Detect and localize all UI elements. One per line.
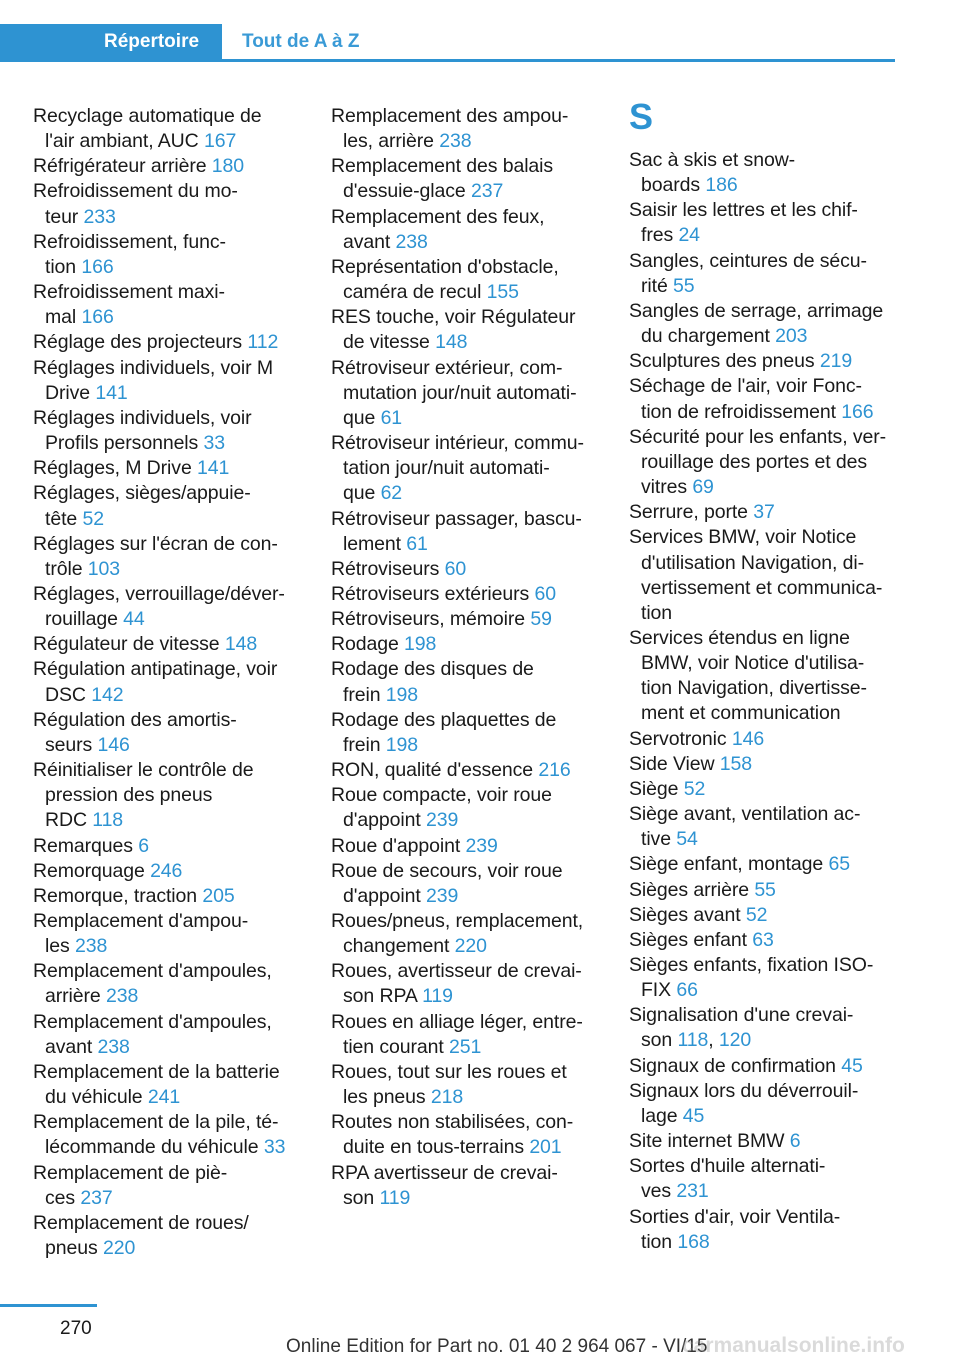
page-link[interactable]: 6 (789, 1130, 801, 1153)
index-entry (629, 878, 909, 903)
entry-text: Remplacement des feux, (331, 205, 545, 228)
page-link[interactable]: 120 (718, 1029, 752, 1052)
entry-text: arrière (45, 985, 106, 1008)
page-link[interactable]: 167 (203, 130, 237, 153)
entry-text: rouillage (45, 608, 124, 631)
page-link[interactable]: 166 (841, 400, 874, 423)
index-entry (629, 299, 909, 349)
entry-text: Rétroviseur passager, bascu- (331, 507, 582, 530)
page-link[interactable]: 238 (97, 1035, 130, 1058)
index-entry (33, 959, 303, 1009)
index-entry (33, 406, 303, 456)
entry-text: Remplacement de la pile, té- (33, 1111, 279, 1134)
entry-text: vitres (641, 476, 693, 499)
entry-text: Réinitialiser le contrôle de (33, 759, 254, 782)
index-entry (629, 1129, 909, 1154)
index-entry (331, 1110, 606, 1160)
entry-text: RDC (45, 809, 93, 832)
entry-text: Signalisation d'une crevai- (629, 1004, 854, 1027)
entry-text: tion (45, 255, 82, 278)
entry-text: RON, qualité d'essence (331, 759, 539, 782)
entry-text: Séchage de l'air, voir Fonc- (629, 375, 862, 398)
entry-text: Réglage des projecteurs (33, 331, 248, 354)
page-link[interactable]: 220 (454, 935, 487, 958)
entry-text: mal (45, 306, 82, 329)
index-entry: Signalisation d'une crevai- son 118, 120 (629, 1004, 854, 1052)
index-entry (331, 582, 606, 607)
page-link[interactable]: 61 (406, 532, 428, 555)
entry-text: Refroidissement du mo- (33, 180, 238, 203)
entry-text: rouillage des portes et des (641, 450, 868, 473)
page-link[interactable]: 141 (95, 381, 128, 404)
page-link[interactable]: 146 (731, 727, 765, 750)
index-entry (331, 959, 606, 1009)
entry-text: Sièges enfant (629, 928, 753, 951)
index-entry (629, 903, 909, 928)
entry-text: Services BMW, voir Notice (629, 526, 857, 549)
index-entry (331, 205, 606, 255)
entry-text: caméra de recul (343, 281, 487, 304)
index-entry (33, 632, 303, 657)
index-entry (629, 198, 909, 248)
page-number: 270 (60, 1318, 92, 1339)
page-link[interactable]: 239 (465, 834, 498, 857)
entry-text: l'air ambiant, AUC (45, 130, 204, 153)
entry-text: Roue de secours, voir roue (331, 859, 563, 882)
index-entry (331, 356, 606, 431)
entry-text: Réglages individuels, voir M (33, 356, 273, 379)
page-link[interactable]: 233 (83, 205, 116, 228)
entry-text: Signaux de confirmation (629, 1054, 842, 1077)
entry-text: Réglages sur l'écran de con- (33, 532, 278, 555)
index-entry (33, 1161, 303, 1211)
index-entry (629, 148, 909, 198)
entry-text: pneus (45, 1237, 103, 1260)
index-entry (629, 852, 909, 877)
entry-text: Sorties d'air, voir Ventila- (629, 1205, 841, 1228)
entry-text: tation jour/nuit automati- (343, 457, 550, 480)
index-entry (629, 1205, 909, 1255)
entry-text: avant (343, 230, 396, 253)
entry-text: Réglages, verrouillage/déver- (33, 582, 285, 605)
page-link[interactable]: 238 (395, 230, 428, 253)
page-link[interactable]: 118 (92, 809, 124, 832)
index-entry (331, 557, 606, 582)
entry-text: d'utilisation Navigation, di- (641, 551, 865, 574)
entry-text: Remplacement des ampou- (331, 105, 569, 127)
entry-text: Rétroviseur intérieur, commu- (331, 432, 584, 455)
entry-text: trôle (45, 557, 88, 580)
index-entry (331, 1010, 606, 1060)
index-entry (629, 349, 909, 374)
page-link[interactable]: 103 (87, 557, 121, 580)
entry-text: son RPA (343, 985, 423, 1008)
entry-text: Rodage des disques de (331, 658, 534, 681)
entry-text: frein (343, 733, 386, 756)
entry-text: lement (343, 532, 407, 555)
page-link[interactable]: 158 (719, 752, 753, 775)
entry-text: BMW, voir Notice d'utilisa- (641, 652, 865, 675)
entry-text: Remplacement de roues/ (33, 1211, 249, 1234)
index-entry (629, 525, 909, 626)
entry-text: FIX (641, 979, 677, 1002)
entry-text: Serrure, porte (629, 501, 754, 524)
index-entry (33, 1010, 303, 1060)
index-entry (33, 230, 303, 280)
entry-text: Roues/pneus, remplacement, (331, 910, 584, 932)
page-link[interactable]: 219 (819, 350, 853, 373)
entry-text: DSC (45, 683, 92, 706)
entry-text: Sculptures des pneus (629, 350, 820, 373)
entry-text: Sièges arrière (629, 878, 755, 901)
entry-text: lage (641, 1104, 683, 1127)
page-link[interactable]: 155 (486, 281, 519, 304)
index-entry (629, 374, 909, 424)
entry-text: tien courant (343, 1035, 450, 1058)
entry-text: Remplacement de piè- (33, 1161, 228, 1184)
entry-text: Rodage (331, 633, 405, 656)
entry-text: frein (343, 683, 386, 706)
page-link[interactable]: 119 (379, 1186, 411, 1209)
entry-text: Remplacement des balais (331, 155, 554, 178)
entry-text: que (343, 406, 381, 429)
page-link[interactable]: 6 (138, 834, 149, 857)
entry-text: Roues en alliage léger, entre- (331, 1010, 583, 1033)
index-entry (331, 507, 606, 557)
entry-text: changement (343, 935, 455, 958)
index-entry (629, 1154, 909, 1204)
index-entry (629, 1054, 909, 1079)
index-entry (629, 1079, 909, 1129)
index-entry (33, 708, 303, 758)
watermark: carmanualsonline.info (682, 1334, 905, 1357)
footer-rule (0, 1304, 97, 1307)
entry-text: Services étendus en ligne (629, 626, 850, 649)
entry-text: Remorque, traction (33, 884, 203, 907)
page-link[interactable]: 52 (82, 507, 104, 530)
page-link[interactable]: 168 (677, 1230, 710, 1253)
index-entry (629, 626, 909, 727)
page-link[interactable]: 59 (530, 608, 552, 631)
page-link[interactable]: 52 (683, 777, 706, 800)
page-link[interactable]: 24 (678, 224, 700, 247)
page-link[interactable]: 238 (74, 935, 108, 958)
index-entry (33, 582, 303, 632)
entry-text: Réglages, sièges/appuie- (33, 482, 251, 505)
page-link[interactable]: 251 (449, 1035, 482, 1058)
index-entry (331, 859, 606, 909)
index-column-1 (33, 104, 303, 1261)
entry-text: Régulation antipatinage, voir (33, 658, 278, 681)
page-link[interactable]: 112 (247, 331, 279, 354)
index-entry (331, 305, 606, 355)
entry-text: fres (641, 224, 679, 247)
entry-text: mutation jour/nuit automati- (343, 381, 577, 404)
entry-text: les (45, 935, 75, 958)
page-link[interactable]: 239 (425, 884, 459, 907)
index-entry (331, 607, 606, 632)
page-link[interactable]: 55 (754, 878, 776, 901)
page-link[interactable]: 45 (841, 1054, 863, 1077)
entry-text: Roue d'appoint (331, 834, 466, 857)
entry-text: rité (641, 274, 674, 297)
page-link[interactable]: 44 (123, 608, 145, 631)
tab-repertoire[interactable]: Répertoire (0, 24, 222, 59)
entry-text: Remorquage (33, 859, 151, 882)
index-entry (331, 1161, 606, 1211)
entry-text: Représentation d'obstacle, (331, 255, 559, 278)
tab-tout-de-a-a-z[interactable]: Tout de A à Z (242, 31, 360, 52)
page-link[interactable]: 166 (81, 255, 114, 278)
page-link[interactable]: 60 (444, 557, 467, 580)
index-entry (33, 834, 303, 859)
index-column-3 (629, 96, 909, 1255)
entry-text: Sécurité pour les enfants, ver- (629, 425, 887, 448)
entry-text: Refroidissement, func- (33, 230, 226, 253)
page-link[interactable]: 146 (97, 733, 130, 756)
entry-text: lécommande du véhicule (45, 1136, 264, 1159)
page-link[interactable]: 241 (147, 1086, 181, 1109)
page-link[interactable]: 33 (203, 432, 226, 455)
entry-text: Rétroviseurs (331, 557, 445, 580)
entry-text: pression des pneus (45, 784, 213, 807)
page-link[interactable]: 52 (745, 903, 768, 926)
page-link[interactable]: 198 (404, 633, 437, 656)
entry-text: Siège avant, ventilation ac- (629, 803, 861, 826)
index-entry (33, 758, 303, 833)
entry-text: Profils personnels (45, 432, 204, 455)
index-entry (629, 777, 909, 802)
index-entry (33, 179, 303, 229)
entry-text: Rétroviseur extérieur, com- (331, 356, 563, 379)
index-entry (33, 456, 303, 481)
page-link[interactable]: 142 (91, 683, 124, 706)
page-link[interactable]: 231 (676, 1180, 709, 1203)
entry-text: Servotronic (629, 727, 732, 750)
index-column-2 (331, 104, 606, 1211)
page-link[interactable]: 239 (425, 809, 459, 832)
entry-text: Remplacement d'ampoules, (33, 1010, 272, 1033)
page-link[interactable]: 60 (534, 582, 557, 605)
index-entry (629, 802, 909, 852)
page-link[interactable]: 62 (380, 482, 403, 505)
page-link[interactable]: 186 (705, 174, 738, 197)
entry-text: RES touche, voir Régulateur (331, 306, 576, 329)
entry-text: tive (641, 828, 677, 851)
page-link[interactable]: 45 (682, 1104, 705, 1127)
entry-text: les pneus (343, 1086, 431, 1109)
page-link[interactable]: 218 (430, 1086, 464, 1109)
entry-text: RPA avertisseur de crevai- (331, 1161, 558, 1184)
header-tab-bar (0, 24, 895, 62)
page-link[interactable]: 166 (81, 306, 114, 329)
index-entry (331, 758, 606, 783)
entry-text: Réfrigérateur arrière (33, 155, 212, 178)
entry-text: Recyclage automatique de (33, 105, 262, 127)
entry-text: Rodage des plaquettes de (331, 708, 557, 731)
entry-text: Roues, tout sur les roues et (331, 1060, 567, 1083)
index-entry (629, 953, 909, 1003)
entry-text: du véhicule (45, 1086, 148, 1109)
page-link[interactable]: 33 (263, 1136, 286, 1159)
index-entry (33, 657, 303, 707)
entry-text: les, arrière (343, 130, 440, 153)
page-link[interactable]: 61 (380, 406, 403, 429)
entry-text: Refroidissement maxi- (33, 281, 225, 304)
page-link[interactable]: 141 (197, 457, 230, 480)
index-entry (629, 727, 909, 752)
entry-text: Side View (629, 752, 720, 775)
entry-text: avant (45, 1035, 98, 1058)
entry-text: tion (641, 601, 673, 624)
page-link[interactable]: 216 (538, 759, 571, 782)
page-link[interactable]: 203 (775, 325, 808, 348)
entry-text: duite en tous-terrains (343, 1136, 530, 1159)
page-link[interactable]: 205 (202, 884, 235, 907)
entry-text: vertissement et communica- (641, 576, 883, 599)
page-link[interactable]: 246 (150, 859, 183, 882)
index-entry (331, 632, 606, 657)
index-entry (33, 356, 303, 406)
index-entry (33, 330, 303, 355)
page-link[interactable]: 66 (676, 979, 698, 1002)
page-link[interactable]: 237 (470, 180, 504, 203)
index-entry (629, 928, 909, 953)
entry-text: Remplacement de la batterie (33, 1060, 280, 1083)
index-entry (629, 500, 909, 525)
entry-text: que (343, 482, 381, 505)
index-entry (33, 154, 303, 179)
entry-text: Roue compacte, voir roue (331, 784, 552, 807)
page-link[interactable]: 198 (385, 683, 419, 706)
entry-text: Siège (629, 777, 684, 800)
page-link[interactable]: 238 (105, 985, 139, 1008)
entry-text: Remplacement d'ampoules, (33, 960, 272, 983)
entry-text: Sièges enfants, fixation ISO- (629, 954, 874, 976)
index-entry (33, 1060, 303, 1110)
entry-text: Signaux lors du déverrouil- (629, 1079, 859, 1102)
page-link[interactable]: 198 (385, 733, 419, 756)
page-link[interactable]: 237 (80, 1186, 113, 1209)
entry-text: son (343, 1186, 380, 1209)
entry-text: Siège enfant, montage (629, 853, 829, 876)
page-link[interactable]: 118 (677, 1029, 709, 1052)
entry-text: d'appoint (343, 884, 426, 907)
index-entry (33, 481, 303, 531)
index-entry (33, 859, 303, 884)
index-entry (331, 431, 606, 506)
entry-text: Régulation des amortis- (33, 708, 237, 731)
page-link[interactable]: 63 (752, 928, 774, 951)
index-entry (331, 154, 606, 204)
entry-text: teur (45, 205, 84, 228)
page-link[interactable]: 148 (435, 331, 468, 354)
page-link[interactable]: 37 (753, 501, 775, 524)
index-entry (331, 657, 606, 707)
page-link[interactable]: 220 (102, 1237, 136, 1260)
entry-text: son (641, 1029, 678, 1052)
index-entry (33, 104, 303, 154)
entry-text: ves (641, 1180, 677, 1203)
entry-text: Réglages, M Drive (33, 457, 198, 480)
index-entry (33, 1211, 303, 1261)
index-entry (331, 1060, 606, 1110)
index-entry (331, 783, 606, 833)
page-link[interactable]: 148 (224, 633, 258, 656)
index-entry (629, 425, 909, 500)
index-entry (33, 1110, 303, 1160)
index-entry (629, 752, 909, 777)
page-link[interactable]: 55 (673, 274, 695, 297)
entry-text: Remplacement d'ampou- (33, 910, 249, 932)
entry-text: Routes non stabilisées, con- (331, 1111, 574, 1134)
entry-text: d'essuie-glace (343, 180, 471, 203)
index-entry (331, 708, 606, 758)
entry-text: seurs (45, 733, 98, 756)
page-link[interactable]: 65 (828, 853, 850, 876)
entry-text: ment et communication (641, 702, 841, 725)
entry-text: tion de refroidissement (641, 400, 842, 423)
index-entry (331, 909, 606, 959)
entry-text: Saisir les lettres et les chif- (629, 199, 858, 222)
entry-text: Drive (45, 381, 96, 404)
entry-text: Sièges avant (629, 903, 746, 926)
index-entry (33, 909, 303, 959)
entry-text: tête (45, 507, 83, 530)
edition-text: Online Edition for Part no. 01 40 2 964 067 - VI/15 (286, 1336, 708, 1357)
entry-text: boards (641, 174, 706, 197)
section-letter: S (629, 96, 653, 137)
entry-text: ces (45, 1186, 81, 1209)
entry-text: tion Navigation, divertisse- (641, 677, 867, 700)
entry-text: tion (641, 1230, 678, 1253)
index-entry (629, 249, 909, 299)
entry-text: de vitesse (343, 331, 436, 354)
entry-text: Site internet BMW (629, 1130, 790, 1153)
page-link[interactable]: 119 (422, 985, 453, 1008)
entry-text: Sangles de serrage, arrimage (629, 299, 884, 322)
entry-text: Sortes d'huile alternati- (629, 1155, 826, 1178)
entry-text: Sac à skis et snow- (629, 149, 796, 171)
entry-text: Remarques (33, 834, 139, 857)
entry-text: Rétroviseurs extérieurs (331, 582, 535, 605)
index-entry (331, 255, 606, 305)
entry-text: du chargement (641, 325, 776, 348)
index-entry (33, 280, 303, 330)
page-link[interactable]: 238 (439, 130, 472, 153)
page-link[interactable]: 54 (676, 828, 698, 851)
page-link[interactable]: 69 (692, 476, 714, 499)
index-entry (331, 834, 606, 859)
index-entry (331, 104, 606, 154)
entry-text: Roues, avertisseur de crevai- (331, 960, 582, 983)
page-link[interactable]: 180 (211, 155, 245, 178)
entry-text: d'appoint (343, 809, 426, 832)
entry-text: Rétroviseurs, mémoire (331, 608, 531, 631)
entry-text: Réglages individuels, voir (33, 406, 252, 429)
entry-text: Sangles, ceintures de sécu- (629, 249, 867, 272)
entry-text: Régulateur de vitesse (33, 633, 225, 656)
index-entry (33, 532, 303, 582)
index-entry (33, 884, 303, 909)
page-link[interactable]: 201 (529, 1136, 562, 1159)
